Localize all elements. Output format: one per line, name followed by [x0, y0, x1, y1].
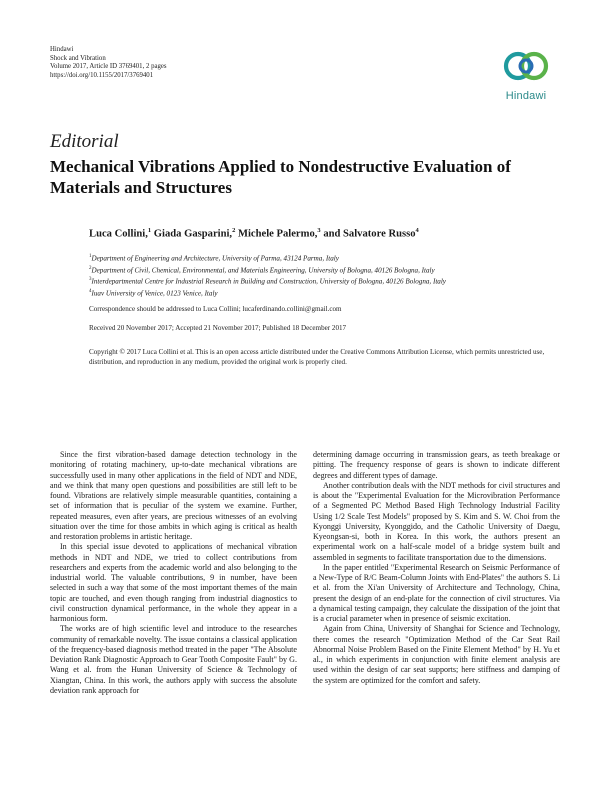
- author-list: [89, 227, 419, 240]
- publisher-name: Hindawi: [50, 46, 74, 53]
- article-dates: Received 20 November 2017; Accepted 21 November 2017; Published 18 December 2017: [89, 324, 347, 332]
- article-title: Mechanical Vibrations Applied to Nondestructive Evaluation of Materials and Structures: [50, 157, 511, 197]
- affiliation-text: Department of Civil, Chemical, Environmental, and Materials Engineering, University of Bologna, 40126 Bologna, Italy: [91, 266, 435, 275]
- affiliation-number: 3: [89, 277, 92, 283]
- journal-name: Shock and Vibration: [50, 54, 106, 62]
- affiliation: [89, 264, 559, 276]
- hindawi-logo-text: Hindawi: [505, 90, 547, 102]
- affiliation-text: Iuav University of Venice, 0123 Venice, Italy: [91, 289, 218, 298]
- body-column-right: [313, 450, 560, 686]
- hindawi-rings-icon: [498, 44, 554, 90]
- body-paragraph: Another contribution deals with the NDT methods for civil structures and is about the "Experimental Evaluation for the Microvibration Performance of a Segmented PC Method Based High Technology Industrial Facility Using 1/2 Scale Test Models" proposed by S. Kim and S. W. Choi from the Kyonggi University, Kyonggido, and the Catholic University of Daegu, Kyeongsan-si, both in Korea. In this work, the authors present an experimental work on a half-scale model of a bridge system built and assembled in segments to facilitate transportation due to the dimensions.: [313, 480, 560, 562]
- body-paragraph: determining damage occurring in transmission gears, as teeth breakage or pitting. The frequency response of gears is shown to indicate different degrees and different types of damage.: [313, 450, 560, 480]
- affiliation-text: Interdepartmental Centre for Industrial Research in Building and Construction, University of Bologna, 40126 Bologna, Italy: [91, 277, 446, 286]
- author-affil-mark: 3: [317, 227, 321, 234]
- copyright-notice: Copyright © 2017 Luca Collini et al. This is an open access article distributed under the Creative Commons Attribution License, which permits unrestricted use, distribution, and reproduction in any medium, provided the original work is properly cited.: [89, 348, 545, 366]
- body-paragraph: In the paper entitled "Experimental Research on Seismic Performance of a New-Type of R/C Beam-Column Joints with End-Plates" the authors S. Li et al. from the Xi'an University of Architecture and Technology, China, present the design of an end-plate for the connection of civil structures. Via a dynamical testing campaign, they calculate the dissipation of the joint that is a crucial parameter when in presence of seismic excitation.: [313, 562, 560, 623]
- correspondence-line: Correspondence should be addressed to Luca Collini; lucaferdinando.collini@gmail.com: [89, 305, 342, 313]
- author: Giada Gasparini,: [153, 228, 233, 240]
- hindawi-logo: [498, 44, 554, 106]
- affiliation-number: 1: [89, 254, 92, 259]
- journal-meta: [50, 46, 167, 80]
- affiliation-list: [89, 252, 559, 299]
- affiliation: [89, 275, 559, 287]
- section-label: Editorial: [50, 131, 119, 152]
- affiliation-number: 2: [89, 265, 92, 271]
- affiliation: [89, 287, 559, 299]
- affiliation-text: Department of Engineering and Architecture, University of Parma, 43124 Parma, Italy: [91, 254, 339, 263]
- author-affil-mark: 1: [147, 227, 152, 234]
- body-paragraph: The works are of high scientific level and introduce to the researches community of remarkable novelty. The issue contains a classical application of the frequency-based diagnosis method treated in the paper "The Absolute Deviation Rank Diagnostic Approach to Gear Tooth Composite Fault" by G. Wang et al. from the Hunan University of Science & Technology of Xiangtan, China. In this work, the authors apply with success the absolute deviation rank approach for: [50, 624, 297, 695]
- author: Luca Collini,: [89, 228, 148, 240]
- author-affil-mark: 2: [232, 227, 236, 234]
- author: Michele Palermo,: [237, 228, 318, 240]
- body-paragraph: Since the first vibration-based damage detection technology in the monitoring of rotating machinery, up-to-date mechanical vibrations are successfully used in many other applications in the field of NDT and NDE, and we think that many open questions and possibilities are still left to be found. Vibrations are relatively simple measurable quantities, containing a set of information that is peculiar of the system we examine. Further, repeated measures, even after years, are precious witnesses of an evolving situation over the time for those ambits in which aging is critical as health and restoration problems in artistic heritage.: [50, 450, 297, 541]
- doi-link[interactable]: https://doi.org/10.1155/2017/3769401: [50, 71, 154, 79]
- author: and Salvatore Russo: [323, 228, 416, 240]
- body-paragraph: Again from China, University of Shanghai for Science and Technology, there comes the research "Optimization Method of the Car Seat Rail Abnormal Noise Problem Based on the Finite Element Method" by H. Yu et al., in which experiments in conjunction with finite element analysis are used within the design of car seat supports; here stiffness and damping of the system are optimized for the comfort and safety.: [313, 624, 560, 685]
- affiliation: [89, 252, 559, 264]
- volume-line: Volume 2017, Article ID 3769401, 2 pages: [50, 63, 167, 71]
- body-column-left: [50, 450, 297, 696]
- body-paragraph: In this special issue devoted to applications of mechanical vibration methods in NDT and NDE, we tried to collect contributions from researchers and experts from the academic world and also belonging to the industrial world. The valuable contributions, 9 in number, have been selected in such a way that some of the most important themes of the main topic are touched, and even though ranging from industrial diagnostics to civil construction dynamical performance, in the whole they appear in a harmonious form.: [50, 542, 297, 623]
- affiliation-number: 4: [89, 288, 92, 294]
- author-affil-mark: 4: [415, 227, 419, 234]
